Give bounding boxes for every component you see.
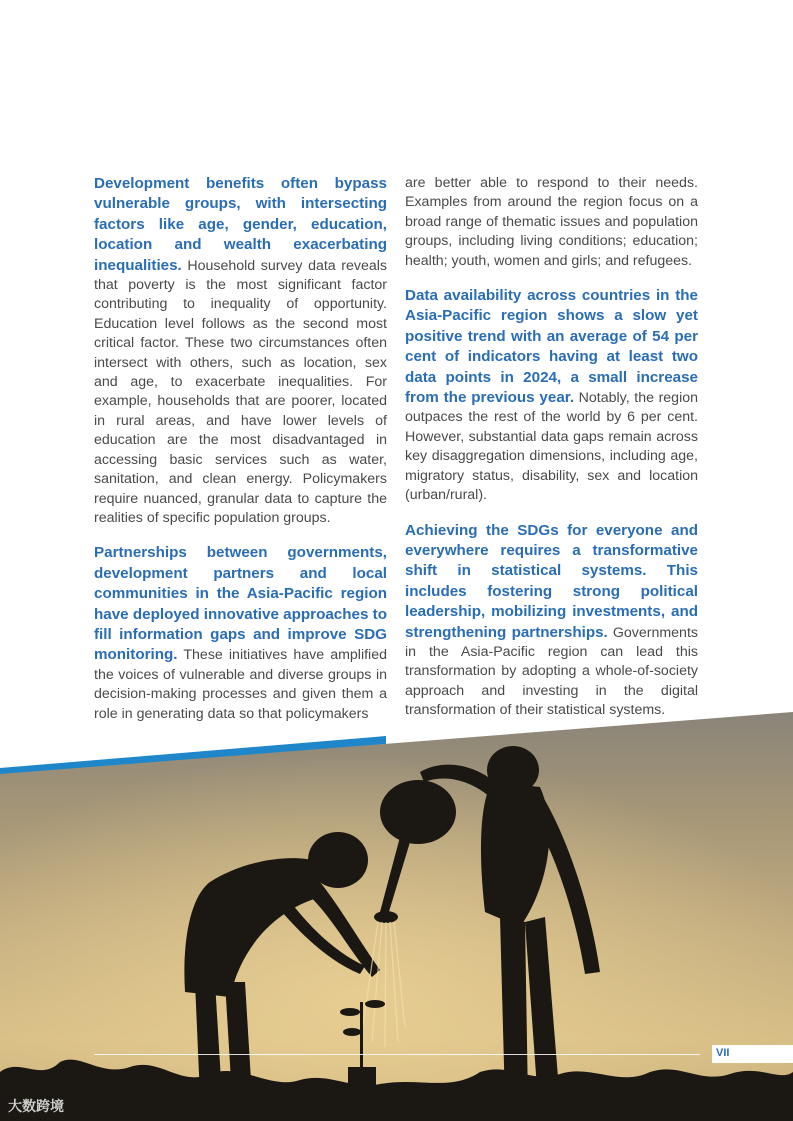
paragraph-achieving-sdgs <box>405 521 698 721</box>
right-text-column <box>405 174 698 736</box>
left-text-column <box>94 174 387 739</box>
paragraph-body: Household survey data reveals that poverty is the most significant factor contributing to inequality of opportunity. Education level follows as the second most critical factor. These two circumstances often intersect with others, such as location, sex and age, to exacerbate inequalities. For example, households that are poorer, located in rural areas, and have lower levels of education are the most disadvantaged in accessing basic services such as water, sanitation, and clean energy. Policymakers require nuanced, granular data to capture the realities of specific population groups. <box>94 257 387 526</box>
paragraph-highlight: Achieving the SDGs for everyone and everywhere requires a transformative shift in statistical systems. This includes fostering strong political leadership, mobilizing investments, and strengthening partnerships. <box>405 521 698 641</box>
paragraph-continuation <box>405 174 698 271</box>
paragraph-body: Notably, the region outpaces the rest of the world by 6 per cent. However, substantial data gaps remain across key disaggregation dimensions, including age, migratory status, disability, sex and location (urban/rural). <box>405 390 699 504</box>
watermark: 大数跨境 <box>8 1098 64 1114</box>
paragraph-highlight: Partnerships between governments, development partners and local communities in the Asia-Pacific region have deployed innovative approaches to fill information gaps and improve SDG monitoring. <box>94 544 387 664</box>
page-number: VII <box>716 1047 730 1059</box>
paragraph-body: These initiatives have amplified the voices of vulnerable and diverse groups in decision-making processes and given them a role in generating data so that policymakers <box>94 647 387 722</box>
paragraph-highlight: Development benefits often bypass vulnerable groups, with intersecting factors like age, gender, education, location and wealth exacerbating inequalities. <box>94 175 387 274</box>
footer-rule <box>94 1054 700 1055</box>
paragraph-highlight: Data availability across countries in the Asia-Pacific region shows a slow yet positive trend with an average of 54 per cent of indicators having at least two data points in 2024, a small increase from the previous year. <box>405 287 698 407</box>
paragraph-body: are better able to respond to their needs. Examples from around the region focus on a broad range of thematic issues and population groups, including living conditions; education; health; youth, women and girls; and refugees. <box>405 175 698 269</box>
paragraph-data-availability <box>405 286 698 505</box>
paragraph-body: Governments in the Asia-Pacific region can lead this transformation by adopting a whole-of-society approach and investing in the digital transformation of their statistical systems. <box>405 624 698 719</box>
silhouette-illustration <box>0 712 793 1121</box>
paragraph-partnerships <box>94 543 387 724</box>
sunset-photo <box>0 712 793 1121</box>
paragraph-development-benefits <box>94 174 387 528</box>
